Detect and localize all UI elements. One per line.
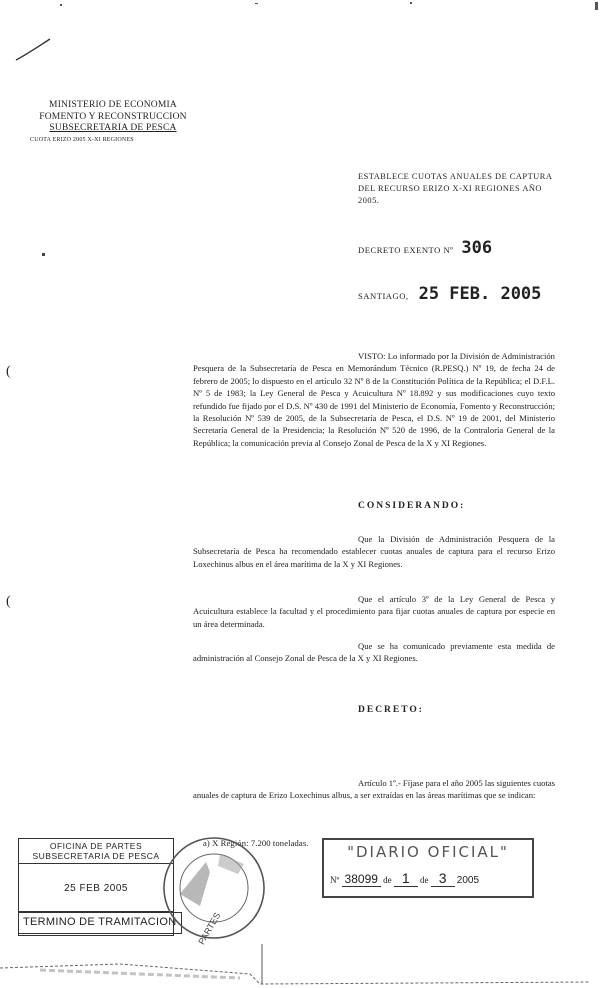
diario-oficial-stamp [322, 838, 534, 898]
diario-day: 1 [394, 870, 418, 887]
diario-oficial-title: "DIARIO OFICIAL" [347, 843, 509, 861]
margin-mark: ( [6, 364, 11, 379]
diario-de-1: de [383, 875, 392, 885]
ministry-name: MINISTERIO DE ECONOMIA [49, 100, 177, 110]
article-1-text: Fíjase para el año 2005 las siguientes cuotas anuales de captura de Erizo Loxechinus albus, a ser extraídas en las áreas marítimas que se indican: [193, 778, 555, 801]
stamp-office-subtitle: SUBSECRETARIA DE PESCA [32, 851, 160, 861]
visto-paragraph [193, 350, 555, 449]
decreto-heading: DECRETO: [358, 705, 424, 715]
quota-item-a: a) X Región: 7.200 toneladas. [203, 838, 309, 848]
ministry-header [28, 100, 198, 135]
scan-speck [410, 2, 412, 4]
visto-lead: VISTO: [358, 351, 386, 361]
considerando-p3: Que se ha comunicado previamente esta medida de administración al Consejo Zonal de Pesca de la X y XI Regiones. [193, 641, 555, 664]
stamp-office-title: OFICINA DE PARTES [49, 841, 143, 851]
subsecretaria-name: SUBSECRETARIA DE PESCA [49, 123, 177, 133]
decree-number: 306 [461, 238, 493, 258]
decree-number-line [358, 238, 492, 258]
diario-number: 38099 [342, 872, 381, 887]
pen-mark-icon [14, 36, 54, 64]
seal-text: PARTES [196, 910, 223, 946]
place-date-line [358, 284, 541, 304]
diario-oficial-entry [330, 870, 530, 886]
file-reference: CUOTA ERIZO 2005 X-XI REGIONES [30, 137, 134, 143]
diario-no-label: Nº [330, 875, 340, 885]
considerando-heading: CONSIDERANDO: [358, 501, 466, 511]
decree-subject: ESTABLECE CUOTAS ANUALES DE CAPTURA DEL RECURSO ERIZO X-XI REGIONES AÑO 2005. [358, 172, 552, 205]
termino-tramitacion-box [18, 912, 182, 934]
ministry-subname: FOMENTO Y RECONSTRUCCION [39, 111, 187, 122]
stamp-divider [19, 863, 173, 864]
considerando-p2: Que el artículo 3º de la Ley General de Pesca y Acuicultura establece la facultad y el procedimiento para fijar cuotas anuales de captura por especie en un área determinada. [193, 594, 555, 629]
margin-mark: ( [6, 594, 11, 609]
scan-speck [255, 3, 258, 4]
diario-de-2: de [419, 875, 429, 885]
diario-month: 3 [431, 870, 455, 887]
scan-edge-artifact [0, 944, 600, 988]
diario-year: 2005 [456, 875, 480, 886]
decree-label: DECRETO EXENTO Nº [358, 245, 454, 255]
article-1-paragraph [193, 777, 555, 802]
article-1-lead: Artículo 1º.- [358, 778, 401, 788]
considerando-p1: Que la División de Administración Pesquera de la Subsecretaría de Pesca ha recomendado establecer cuotas anuales de captura para el recurso Erizo Loxechinus albus en el área marítima de la X y XI Regiones. [193, 534, 555, 569]
decree-date: 25 FEB. 2005 [418, 284, 542, 304]
termino-tramitacion-label: TERMINO DE TRAMITACION [23, 916, 177, 928]
scan-speck [595, 2, 598, 10]
margin-dot [42, 253, 45, 256]
visto-text: Lo informado por la División de Administración Pesquera de la Subsecretaría de Pesca en Memorándum Técnico (R.PESQ.) Nº 19, de fecha 24 de febrero de 2005; lo dispuesto en el artículo 32 Nº 8 de la Constitución Política de la República; el D.F.L. Nº 5 de 1983; la Ley General de Pesca y Acuicultura Nº 18.892 y sus modificaciones cuyo texto refundido fue fijado por el D.S. Nº 430 de 1991 del Ministerio de Economía, Fomento y Reconstrucción; la Resolución Nº 539 de 2005, de la Subsecretaría de Pesca, el D.S. Nº 19 de 2001, del Ministerio Secretaría General de la Presidencia; la Resolución Nº 520 de 1996, de la Contraloría General de la República; la comunicación previa al Consejo Zonal de Pesca de la X y XI Regiones. [193, 351, 555, 448]
place-label: SANTIAGO, [358, 291, 409, 301]
circular-seal-icon [160, 834, 270, 946]
scan-speck [60, 4, 62, 6]
stamp-date: 25 FEB 2005 [64, 883, 128, 894]
